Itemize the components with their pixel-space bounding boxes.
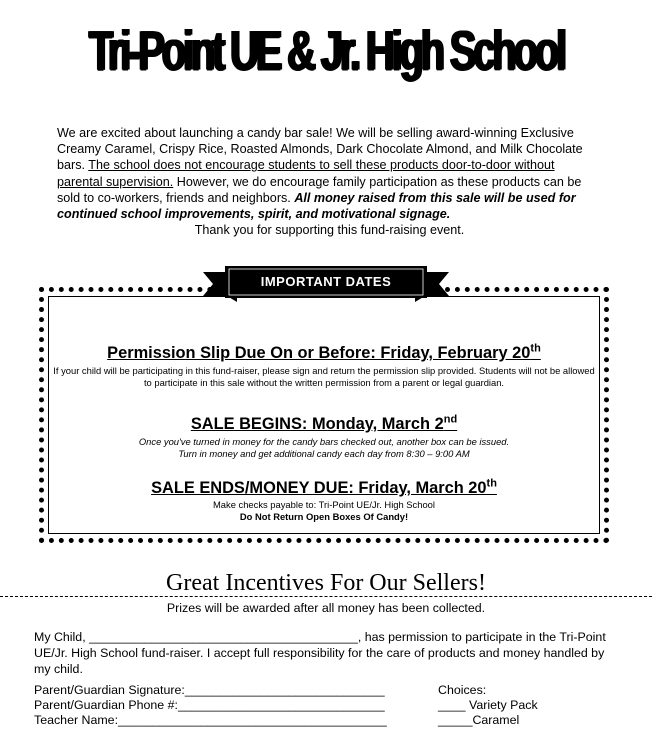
prizes-note: Prizes will be awarded after all money has been collected. [166,601,486,615]
choice-variety-pack: ____ Variety Pack [438,698,538,712]
choices-label: Choices: [438,683,487,697]
signature-row-parent-phone: Parent/Guardian Phone #:______________________________ [34,698,385,712]
sale-ends-line-1: Make checks payable to: Tri-Point UE/Jr. High School [213,499,435,510]
sale-ends-heading-sup: th [486,477,497,490]
permission-heading [48,343,600,363]
sale-begins-heading-text: SALE BEGINS: Monday, March 2 [190,415,444,433]
incentives-title: Great Incentives For Our Sellers! [166,570,486,596]
signature-row-teacher-name: Teacher Name:_______________________________________ [34,713,387,727]
intro-text-1: We are excited about launching a candy bar sale! We will be selling award-winning Exclusive Creamy Caramel, Crispy Rice, Roasted Almonds, Dark Chocolate Almond, and Milk Chocolate bars. [57,126,583,173]
permission-section [48,343,600,390]
school-title: Tri-Point UE & Jr. High School [88,19,564,82]
intro-thanks: Thank you for supporting this fund-raising event. [194,223,465,238]
intro-paragraph [57,125,602,238]
sale-ends-section [48,478,600,524]
signature-row-parent-signature: Parent/Guardian Signature:_____________________________ [34,683,385,697]
signature-rows [34,683,414,728]
sale-begins-heading-sup: nd [443,413,458,426]
sale-ends-line-2: Do Not Return Open Boxes Of Candy! [239,511,409,523]
cut-line-divider [0,596,652,597]
sale-begins-heading [48,414,600,434]
permission-text: If your child will be participating in this fund-raiser, please sign and return the permission slip provided. Students will not be allowed to participate in this sale without the written permission from a parent or legal guardian. [53,365,595,389]
intro-text-2: However, we do encourage family participation as these products can be sold to co-workers, friends and neighbors. [57,174,582,205]
permission-heading-text: Permission Slip Due On or Before: Friday, February 20 [107,344,531,362]
intro-supervision-note: The school does not encourage students to sell these products door-to-door without parental supervision. [57,158,555,189]
important-dates-banner [203,266,449,302]
sale-begins-line-2: Turn in money and get additional candy each day from 8:30 – 9:00 AM [178,448,470,460]
sale-begins-section [48,414,600,461]
intro-money-note: All money raised from this sale will be used for continued school improvements, spirit, and motivational signage. [57,190,576,222]
sale-begins-line-1: Once you've turned in money for the candy bars checked out, another box can be issued. [138,436,510,447]
sale-ends-heading-text: SALE ENDS/MONEY DUE: Friday, March 20 [151,479,487,497]
sale-ends-heading [48,478,600,498]
permission-slip-text: My Child, _______________________________________, has permission to participate in the Tri-Point UE/Jr. High School fund-raiser. I accept full responsibility for the care of products and money handled by my child. [34,630,606,676]
banner-label: IMPORTANT DATES [260,274,392,289]
permission-heading-sup: th [530,342,541,355]
choices-section [438,683,618,728]
choice-caramel: _____Caramel [438,713,520,727]
